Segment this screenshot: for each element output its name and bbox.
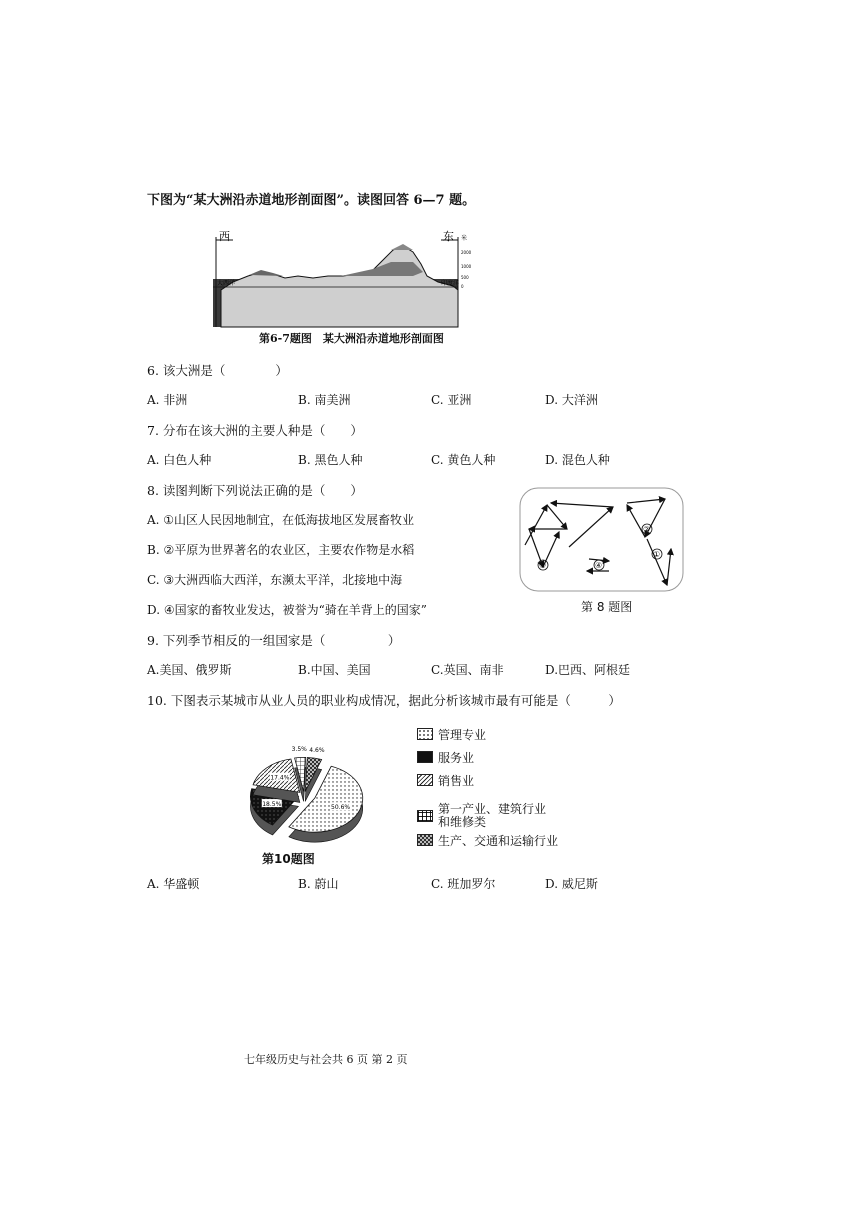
west-label: 西 [219, 230, 230, 243]
q10-option-b: B. 蔚山 [298, 877, 339, 891]
q8-option-d: D. ④国家的畜牧业发达，被誉为“骑在羊背上的国家” [147, 603, 427, 617]
page-footer: 七年级历史与社会共 6 页 第 2 页 [244, 1053, 408, 1066]
scale-1000: 1000 [461, 264, 472, 269]
question-number: 7. [147, 423, 159, 438]
pie-caption: 第10题图 [262, 852, 315, 866]
question-number: 10. [147, 693, 167, 708]
scale-2000: 2000 [461, 250, 472, 255]
q10-option-c: C. 班加罗尔 [431, 877, 496, 891]
q6-option-b: B. 南美洲 [298, 393, 351, 407]
q6-option-a: A. 非洲 [147, 393, 188, 407]
q6-option-c: C. 亚洲 [431, 393, 472, 407]
unit-label: 米 [461, 235, 468, 242]
q8-option-a: A. ①山区人民因地制宜，在低海拔地区发展畜牧业 [147, 513, 415, 527]
right-ocean-label: 印度洋 [441, 280, 460, 287]
legend-label: 生产、交通和运输行业 [438, 833, 559, 848]
question-text: 读图判断下列说法正确的是（ ） [162, 483, 363, 498]
q7-option-a: A. 白色人种 [147, 453, 212, 467]
figure-8-caption: 第 8 题图 [581, 600, 633, 614]
question-8 [147, 481, 363, 499]
label-2: ② [643, 525, 651, 534]
q9-option-d: D.巴西、阿根廷 [545, 663, 631, 677]
pie-svg [212, 733, 412, 843]
figure-8 [519, 487, 684, 592]
legend-item-primary-construction [417, 800, 546, 832]
profile-caption: 第6-7题图 某大洲沿赤道地形剖面图 [259, 332, 444, 345]
question-7 [147, 421, 363, 439]
q9-option-a: A.美国、俄罗斯 [147, 663, 232, 677]
legend-item-production-transport [417, 832, 558, 848]
terrain-profile-svg [213, 230, 472, 327]
slice-primary-construction-label: 3.5% [291, 746, 307, 754]
terrain-profile-figure [213, 230, 472, 327]
slice-service-label: 18.5% [262, 801, 282, 809]
occupation-pie-chart [212, 733, 412, 843]
label-3: ③ [539, 561, 547, 570]
q8-option-b: B. ②平原为世界著名的农业区，主要农作物是水稻 [147, 543, 415, 557]
q10-option-a: A. 华盛顿 [147, 877, 200, 891]
question-9 [147, 631, 400, 649]
q7-option-c: C. 黄色人种 [431, 453, 496, 467]
legend-swatch [417, 834, 433, 846]
legend-label-line2: 和维修类 [438, 815, 487, 829]
q7-option-d: D. 混色人种 [545, 453, 610, 467]
legend-label: 管理专业 [438, 727, 487, 742]
legend-item-service [417, 749, 474, 765]
legend-label-line1: 第一产业、建筑行业 [438, 802, 547, 816]
question-6 [147, 361, 288, 379]
legend-swatch [417, 728, 433, 740]
q8-option-c: C. ③大洲西临大西洋，东濒太平洋，北接地中海 [147, 573, 403, 587]
legend-label: 服务业 [438, 750, 475, 765]
legend-item-management [417, 726, 486, 742]
q9-option-b: B.中国、美国 [298, 663, 371, 677]
legend-swatch [417, 810, 433, 822]
label-4: ④ [595, 561, 603, 570]
q7-option-b: B. 黑色人种 [298, 453, 363, 467]
q9-option-c: C.英国、南非 [431, 663, 504, 677]
slice-production-transport-label: 4.6% [309, 746, 325, 754]
question-text: 分布在该大洲的主要人种是（ ） [162, 423, 363, 438]
scale-0: 0 [461, 284, 464, 289]
question-number: 8. [147, 483, 159, 498]
left-ocean-label: 大西洋 [217, 280, 236, 287]
question-10 [147, 691, 621, 709]
legend-swatch [417, 774, 433, 786]
scale-500: 500 [461, 275, 469, 280]
legend-swatch [417, 751, 433, 763]
q6-option-d: D. 大洋洲 [545, 393, 598, 407]
question-text: 该大洲是（ ） [162, 363, 288, 378]
question-text: 下列季节相反的一组国家是（ ） [162, 633, 401, 648]
label-1: ① [653, 550, 661, 559]
east-label: 东 [443, 230, 454, 243]
section-intro: 下图为“某大洲沿赤道地形剖面图”。读图回答 6—7 题。 [147, 193, 476, 208]
question-number: 9. [147, 633, 159, 648]
question-text: 下图表示某城市从业人员的职业构成情况，据此分析该城市最有可能是（ ） [170, 693, 621, 708]
slice-sales-label: 17.4% [270, 774, 290, 782]
question-number: 6. [147, 363, 159, 378]
legend-label: 销售业 [438, 773, 475, 788]
legend-item-sales [417, 772, 474, 788]
arrow-diagram-svg [519, 487, 684, 592]
q10-option-d: D. 威尼斯 [545, 877, 598, 891]
slice-management-label: 50.6% [331, 804, 351, 812]
